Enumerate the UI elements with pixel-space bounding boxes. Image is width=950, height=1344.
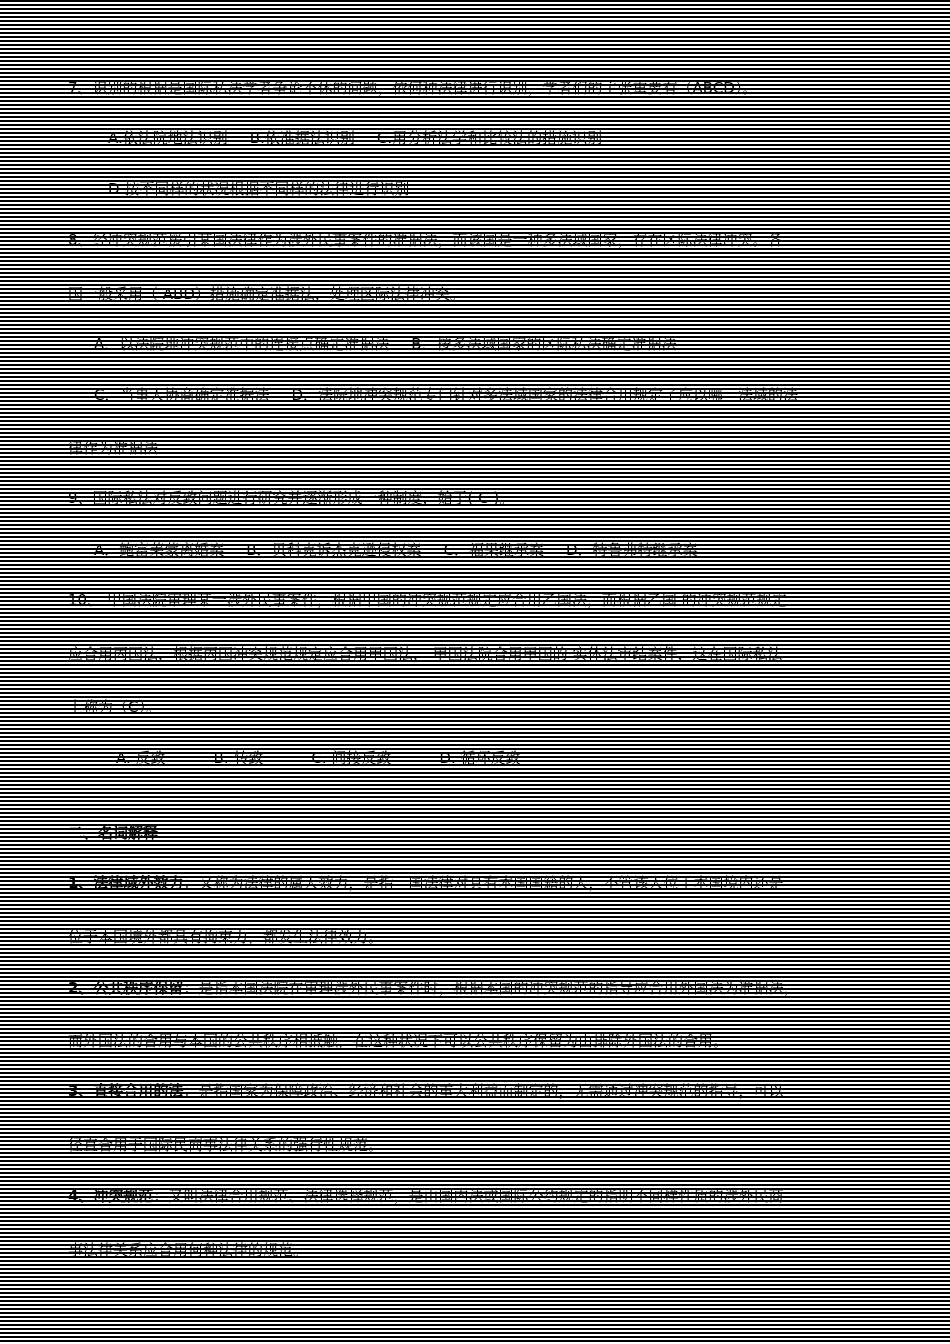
q9-option-d: D．特鲁弗特继承案: [566, 541, 698, 559]
term-2-title: 2、公共秩序保留: [68, 979, 184, 997]
term-3-definition: ：是指国家为保障政治、经济和社会的重大利益而制定的，无需通过冲突规范的指导，可以: [183, 1082, 784, 1100]
section-heading: 二、名词解释: [68, 824, 159, 842]
q10-options-row: [116, 748, 568, 768]
term-1-definition: ：又称为法律的属人效力，是指一国法律对具有本国国籍的人，不管该人位于本国境内还是: [183, 874, 784, 892]
term-1-line1: [68, 873, 783, 893]
q7-option-d: D.按不同样的状况根据不同样的法律进行识别: [108, 180, 410, 198]
term-1-line2: 位于本国境外都具有拘束力，都发生法律效力。: [68, 928, 384, 946]
term-2-line1: [68, 978, 798, 998]
q9-options-row: [94, 540, 720, 560]
term-4-line2: 事法律关系应合用何种法律的规范。: [68, 1241, 309, 1259]
term-1-title: 1、法律域外效力: [68, 874, 184, 892]
q10-option-b: B. 转致: [213, 749, 264, 767]
q10-stem-line1: 10、 甲国法院审理某一涉外民事案件，根据甲国的冲突规范规定应合用乙国法，而根据乙国 的冲突规范规定: [68, 591, 787, 609]
q9-stem: 9、国际私法对反致问题进行研究并逐渐形成一种制度，始于( C )。: [68, 489, 515, 507]
q8-option-d-line2: 律作为准据法: [68, 439, 159, 457]
term-4-definition: ：又叫法律合用规范、法律选择规范，是由国内法或国际公约规定的指明不同样性质的涉外民商: [153, 1187, 784, 1205]
q7-options-row1: [108, 128, 624, 148]
q10-stem-line3: 上称为（C）。: [68, 698, 161, 716]
q8-stem-line1: 8、经冲突规范援引某国法律作为涉外民事案件的准据法，而该国是一种多法域国家，存在区际法律冲突。各: [68, 231, 783, 249]
term-3-title: 3、直接合用的法: [68, 1082, 184, 1100]
q8-option-b: B．按多法域国家的区际私法确定准据法: [411, 335, 677, 353]
term-4-line1: [68, 1186, 783, 1206]
q10-stem-line2: 应合用丙国法，根据丙国冲突规范规定应合用甲国法， 甲国法院合用甲国的 实体法审结案件，这在国际私法: [68, 645, 783, 663]
q10-option-c: C. 间接反致: [311, 749, 392, 767]
q8-option-c: C．当事人协商确定准据法: [94, 386, 270, 404]
q9-option-b: B．贝科克诉杰克逊侵权案: [246, 541, 422, 559]
q8-option-d-line1: D．法院地冲突规范专门针对多法域国家的法律合用规定了应以哪一法域的法: [291, 386, 799, 404]
q7-stem: 7、识别的根据是国际私法学者争论不休的问题，依何种法律进行识别，学者们的主张重要有（ABCD）。: [68, 79, 758, 97]
q10-option-a: A. 反致: [116, 749, 166, 767]
q10-option-d: D. 循环反致: [439, 749, 521, 767]
q7-option-a: A.依法院地法识别: [108, 129, 228, 147]
term-3-line2: 径直合用于国际民商事法律关系的强行性规范。: [68, 1136, 384, 1154]
q8-option-a: A．以法院地冲突规范中的连接点确定准据法: [94, 335, 390, 353]
q8-options-row2: [94, 385, 798, 405]
term-3-line1: [68, 1081, 783, 1101]
q7-option-b: B.依准据法识别: [249, 129, 355, 147]
q8-stem-line2: 国一般采用（ ABD）措施确定准据法，处理区际法律冲突。: [68, 285, 465, 303]
q9-option-a: A．鲍富莱蒙离婚案: [94, 541, 225, 559]
term-4-title: 4、冲突规范: [68, 1187, 154, 1205]
q7-option-c: C.用分析法学和比较法的措施识别: [376, 129, 603, 147]
term-2-definition: ：是指本国法院在审理涉外民事案件时，根据本国的冲突规范的指导应合用外国法为准据法，: [183, 979, 799, 997]
term-2-line2: 而外国法的合用与本国的公共秩序相抵触，在这种状况下可以公共秩序保留为由排除外国法的合用。: [68, 1032, 729, 1050]
q9-option-c: C．福果继承案: [443, 541, 545, 559]
q8-options-row1: [94, 334, 699, 354]
